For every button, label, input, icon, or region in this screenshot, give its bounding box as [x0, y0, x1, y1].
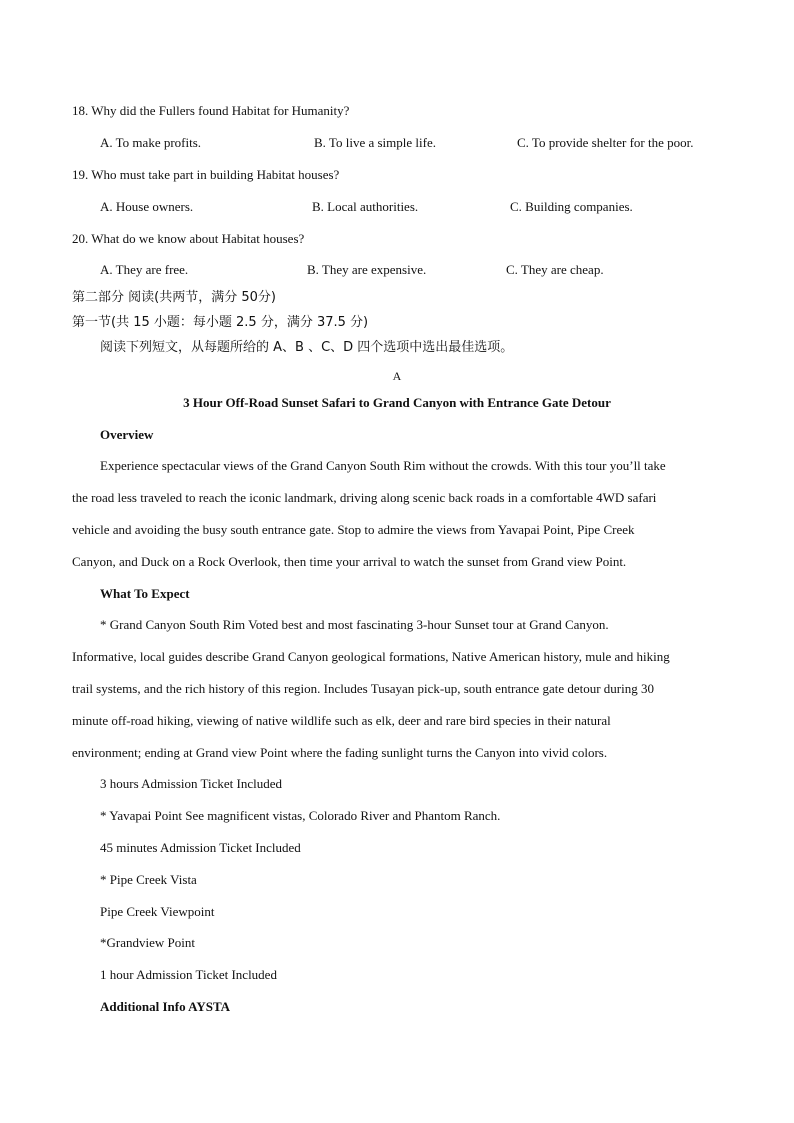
itinerary-item: 45 minutes Admission Ticket Included — [100, 840, 301, 855]
overview-line: Canyon, and Duck on a Rock Overlook, then time your arrival to watch the sunset from Grand view Point. — [72, 554, 627, 569]
expect-line: minute off-road hiking, viewing of native wildlife such as elk, deer and rare bird species in their natural — [72, 713, 611, 728]
itinerary-item: 3 hours Admission Ticket Included — [100, 776, 283, 791]
itinerary-item: 1 hour Admission Ticket Included — [100, 967, 277, 982]
question-19-option-a: A. House owners. — [100, 199, 194, 214]
question-20-option-b: B. They are expensive. — [307, 262, 427, 277]
itinerary-item: Pipe Creek Viewpoint — [100, 904, 215, 919]
question-19-option-b: B. Local authorities. — [312, 199, 419, 214]
question-18-option-b: B. To live a simple life. — [314, 135, 436, 150]
overview-line: the road less traveled to reach the iconic landmark, driving along scenic back roads in a comfortable 4WD safari — [72, 490, 657, 505]
itinerary-item: *Grandview Point — [100, 935, 195, 950]
expect-line: environment; ending at Grand view Point where the fading sunlight turns the Canyon into vivid colors. — [72, 745, 608, 760]
question-18-stem: 18. Why did the Fullers found Habitat for Humanity? — [72, 103, 350, 118]
question-20-option-a: A. They are free. — [100, 262, 189, 277]
passage-letter: A — [392, 369, 402, 383]
part-title: 第二部分 阅读(共两节，满分 50分) — [72, 290, 276, 305]
question-20-stem: 20. What do we know about Habitat houses? — [72, 231, 305, 246]
overview-line: Experience spectacular views of the Grand Canyon South Rim without the crowds. With this tour you’ll take — [100, 458, 666, 473]
overview-line: vehicle and avoiding the busy south entrance gate. Stop to admire the views from Yavapai Point, Pipe Creek — [72, 522, 635, 537]
question-19-option-c: C. Building companies. — [510, 199, 633, 214]
passage-title: 3 Hour Off-Road Sunset Safari to Grand Canyon with Entrance Gate Detour — [183, 395, 611, 410]
instruction: 阅读下列短文，从每题所给的 A、B 、C、D 四个选项中选出最佳选项。 — [100, 340, 514, 355]
expect-line: Informative, local guides describe Grand Canyon geological formations, Native American history, mule and hiking — [72, 649, 670, 664]
expect-line: * Grand Canyon South Rim Voted best and most fascinating 3-hour Sunset tour at Grand Canyon. — [100, 617, 609, 632]
question-20-option-c: C. They are cheap. — [506, 262, 604, 277]
subsection-title: 第一节(共 15 小题：每小题 2.5 分，满分 37.5 分) — [72, 315, 369, 330]
expect-heading: What To Expect — [100, 586, 190, 601]
expect-line: trail systems, and the rich history of this region. Includes Tusayan pick-up, south entrance gate detour during 30 — [72, 681, 654, 696]
question-19-stem: 19. Who must take part in building Habitat houses? — [72, 167, 340, 182]
additional-info-heading: Additional Info AYSTA — [100, 999, 231, 1014]
question-18-option-a: A. To make profits. — [100, 135, 202, 150]
question-18-option-c: C. To provide shelter for the poor. — [517, 135, 694, 150]
itinerary-item: * Yavapai Point See magnificent vistas, Colorado River and Phantom Ranch. — [100, 808, 501, 823]
itinerary-item: * Pipe Creek Vista — [100, 872, 197, 887]
overview-heading: Overview — [100, 427, 154, 442]
